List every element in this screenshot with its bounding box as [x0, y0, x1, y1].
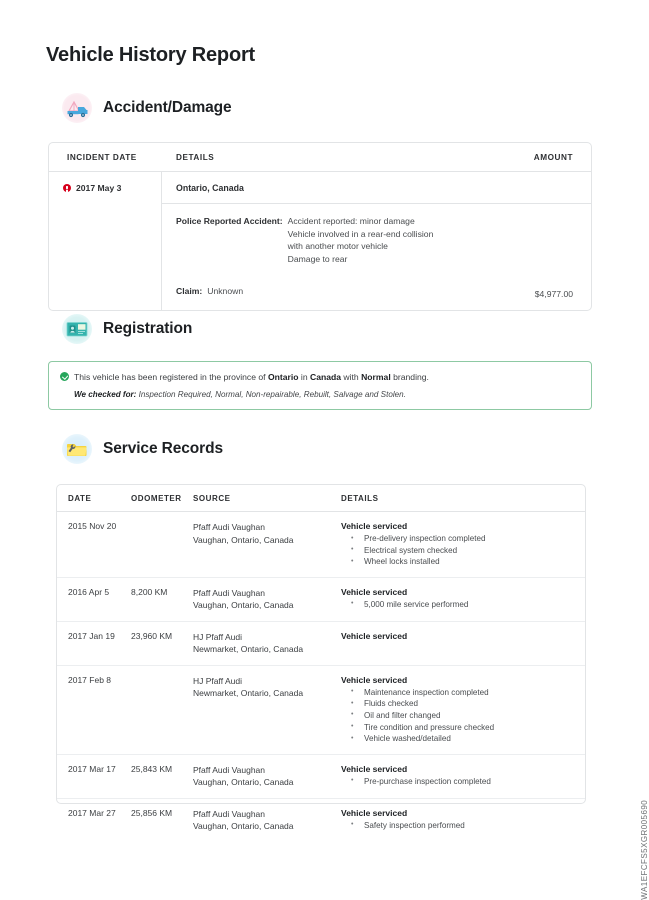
service-detail-title: Vehicle serviced: [341, 763, 408, 774]
table-row: [57, 666, 585, 755]
service-source: [193, 631, 341, 656]
service-bullet-item: • Maintenance inspection completed: [341, 687, 585, 699]
accident-date: 2017 May 3: [76, 183, 122, 193]
registration-sentence: This vehicle has been registered in the province of Ontario in Canada with Normal branding.: [74, 372, 429, 382]
service-details: [341, 675, 585, 745]
service-source-location: Vaughan, Ontario, Canada: [193, 821, 294, 832]
service-table-header: [57, 485, 585, 512]
table-row: [57, 622, 585, 666]
service-bullet-item: • Oil and filter changed: [341, 710, 585, 722]
service-date: 2017 Jan 19: [68, 630, 115, 641]
service-bullet-list: [341, 820, 585, 832]
service-bullet-list: [341, 776, 585, 788]
service-odometer: 25,856 KM: [131, 807, 173, 818]
accident-damage-table: [48, 142, 592, 311]
service-rows-container: [57, 512, 585, 842]
service-date: 2015 Nov 20: [68, 521, 117, 531]
table-row: [57, 755, 585, 799]
column-header-service-details: DETAILS: [341, 493, 379, 503]
service-detail-title: Vehicle serviced: [341, 521, 408, 531]
service-source-name: HJ Pfaff Audi: [193, 631, 242, 642]
service-records-table: [56, 484, 586, 832]
service-source-name: HJ Pfaff Audi: [193, 675, 242, 686]
vin-label: WA1EFCFS5XGR005690: [640, 799, 649, 900]
column-header-source: SOURCE: [193, 493, 231, 503]
accident-amount: $4,977.00: [534, 289, 573, 300]
service-bullet-list: [341, 599, 585, 611]
table-row: [57, 512, 585, 578]
id-card-icon: [62, 314, 92, 344]
service-bullet-list: [341, 687, 585, 745]
column-header-amount: AMOUNT: [533, 152, 573, 162]
service-date: 2016 Apr 5: [68, 586, 110, 597]
folder-wrench-icon: [62, 434, 92, 464]
accident-detail-label: Police Reported Accident:: [176, 215, 283, 226]
service-details: [341, 521, 585, 568]
service-source-location: Newmarket, Ontario, Canada: [193, 688, 304, 699]
tow-truck-icon: [62, 93, 92, 123]
registration-province: Ontario: [267, 372, 299, 382]
service-odometer: 23,960 KM: [131, 630, 173, 641]
registration-checked-for: [60, 383, 579, 399]
service-source: [193, 521, 341, 568]
accident-detail-line: Accident reported: minor damage: [287, 216, 415, 226]
service-source-name: Pfaff Audi Vaughan: [193, 764, 265, 775]
section-title-accident: Accident/Damage: [103, 99, 232, 116]
registration-status-card: [48, 361, 592, 410]
accident-detail-lines: [283, 215, 434, 265]
section-title-service-records: Service Records: [103, 440, 223, 457]
accident-claim-row: [162, 277, 591, 310]
table-row: [57, 578, 585, 622]
accident-table-row: [49, 172, 591, 310]
service-bullet-list: [341, 533, 585, 568]
accident-detail-line: Vehicle involved in a rear-end collision: [287, 228, 434, 239]
registration-status-text: [60, 371, 579, 383]
claim-label: Claim:: [176, 286, 203, 297]
service-details: [341, 808, 585, 833]
service-details: [341, 587, 585, 612]
check-circle-icon: [60, 372, 69, 381]
alert-circle-icon: [63, 184, 71, 192]
service-odometer: 8,200 KM: [131, 586, 168, 597]
service-odometer: 25,843 KM: [131, 763, 173, 774]
service-source: [193, 675, 341, 745]
registration-country: Canada: [309, 372, 342, 382]
section-header-service-records: [62, 434, 223, 464]
accident-location: Ontario, Canada: [162, 172, 591, 204]
service-detail-title: Vehicle serviced: [341, 807, 408, 818]
service-bullet-item: • Pre-purchase inspection completed: [341, 776, 585, 788]
accident-table-header: [49, 143, 591, 172]
table-row: [57, 799, 585, 842]
accident-detail-line: with another motor vehicle: [287, 241, 388, 252]
section-title-registration: Registration: [103, 320, 193, 337]
service-odometer: [131, 521, 193, 568]
service-source-location: Vaughan, Ontario, Canada: [193, 600, 294, 611]
column-header-date: DATE: [68, 493, 92, 503]
section-header-accident: [62, 93, 232, 123]
checked-for-label: We checked for:: [74, 390, 137, 399]
section-header-registration: [62, 314, 192, 344]
service-source-location: Vaughan, Ontario, Canada: [193, 534, 294, 545]
service-bullet-item: • Tire condition and pressure checked: [341, 722, 585, 734]
accident-detail-line: Damage to rear: [287, 253, 348, 264]
service-detail-title: Vehicle serviced: [341, 586, 408, 597]
service-bullet-item: • Electrical system checked: [341, 545, 585, 557]
service-date: 2017 Mar 17: [68, 763, 116, 774]
service-detail-title: Vehicle serviced: [341, 674, 408, 685]
service-source-name: Pfaff Audi Vaughan: [193, 808, 265, 819]
service-detail-title: Vehicle serviced: [341, 630, 408, 641]
accident-description: [162, 204, 591, 277]
service-odometer: [131, 675, 193, 745]
service-source: [193, 587, 341, 612]
service-source-name: Pfaff Audi Vaughan: [193, 522, 265, 532]
service-source: [193, 764, 341, 789]
service-bullet-item: • Fluids checked: [341, 698, 585, 710]
registration-branding: Normal: [361, 372, 391, 382]
service-source-location: Newmarket, Ontario, Canada: [193, 644, 304, 655]
service-bullet-item: • Pre-delivery inspection completed: [341, 533, 585, 545]
service-bullet-item: • Vehicle washed/detailed: [341, 733, 585, 745]
claim-value: Unknown: [207, 286, 244, 297]
column-header-details: DETAILS: [176, 152, 215, 162]
service-source-name: Pfaff Audi Vaughan: [193, 587, 265, 598]
service-details: [341, 764, 585, 789]
service-bullet-item: • 5,000 mile service performed: [341, 599, 585, 611]
service-details: [341, 631, 585, 656]
service-date: 2017 Mar 27: [68, 807, 116, 818]
accident-details-cell: [162, 172, 591, 310]
column-header-odometer: ODOMETER: [131, 493, 182, 503]
service-source: [193, 808, 341, 833]
accident-date-cell: [49, 172, 162, 310]
page-title: Vehicle History Report: [46, 44, 255, 66]
checked-for-value: Inspection Required, Normal, Non-repairable, Rebuilt, Salvage and Stolen.: [138, 390, 406, 399]
service-bullet-item: • Wheel locks installed: [341, 556, 585, 568]
column-header-incident-date: INCIDENT DATE: [67, 152, 137, 162]
service-source-location: Vaughan, Ontario, Canada: [193, 777, 294, 788]
service-bullet-item: • Safety inspection performed: [341, 820, 585, 832]
service-date: 2017 Feb 8: [68, 674, 112, 685]
